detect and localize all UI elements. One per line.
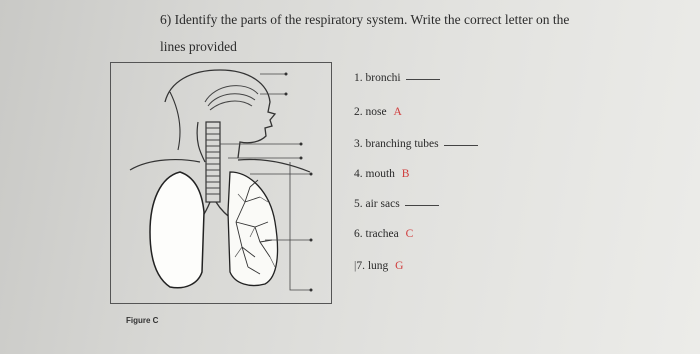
pointer-line-7 — [290, 162, 310, 290]
item-label: air sacs — [365, 198, 400, 210]
list-item-mouth — [354, 168, 409, 180]
list-item-air-sacs — [354, 198, 439, 210]
shoulder-left — [130, 160, 200, 170]
neck-line — [170, 92, 180, 150]
list-item-lung — [354, 260, 403, 272]
item-number: 4. — [354, 168, 363, 180]
answer-letter: C — [405, 228, 414, 240]
shoulder-right — [238, 160, 310, 173]
neck-back — [197, 122, 205, 162]
item-number: 7. — [356, 260, 365, 272]
pointer-dot-3 — [300, 143, 303, 146]
list-item-nose — [354, 106, 402, 118]
list-item-trachea — [354, 228, 413, 240]
pointer-dot-5 — [310, 173, 313, 176]
item-label: lung — [367, 260, 389, 272]
item-number: 5. — [354, 198, 363, 210]
figure-caption: Figure C — [126, 316, 159, 325]
item-number: 6. — [354, 228, 363, 240]
item-label: mouth — [365, 168, 395, 180]
answer-blank[interactable] — [405, 204, 439, 206]
pointer-dot-1 — [285, 73, 288, 76]
answer-blank[interactable] — [406, 78, 440, 80]
lung-right — [228, 172, 278, 286]
list-item-bronchi — [354, 72, 440, 84]
pointer-dot-4 — [300, 157, 303, 160]
answer-letter: B — [401, 168, 410, 180]
lung-left — [150, 172, 204, 288]
respiratory-system-diagram — [110, 62, 330, 302]
item-label: bronchi — [365, 72, 401, 84]
text-cursor: | — [354, 260, 357, 272]
item-number: 2. — [354, 106, 363, 118]
item-label: branching tubes — [365, 138, 439, 150]
trachea-rings — [206, 128, 220, 194]
answer-letter: G — [395, 260, 404, 272]
question-line-1: 6) Identify the parts of the respiratory system. Write the correct letter on the — [160, 12, 570, 27]
answer-blank[interactable] — [444, 144, 478, 146]
item-label: trachea — [365, 228, 399, 240]
pointer-dot-6 — [310, 239, 313, 242]
item-number: 3. — [354, 138, 363, 150]
answer-letter: A — [393, 106, 402, 118]
item-number: 1. — [354, 72, 363, 84]
item-label: nose — [365, 106, 387, 118]
question-line-2: lines provided — [160, 39, 237, 54]
question-prompt — [160, 6, 590, 60]
pointer-dot-2 — [285, 93, 288, 96]
pointer-dot-7 — [310, 289, 313, 292]
list-item-branching-tubes — [354, 138, 478, 150]
nasal-cavity — [205, 86, 258, 110]
